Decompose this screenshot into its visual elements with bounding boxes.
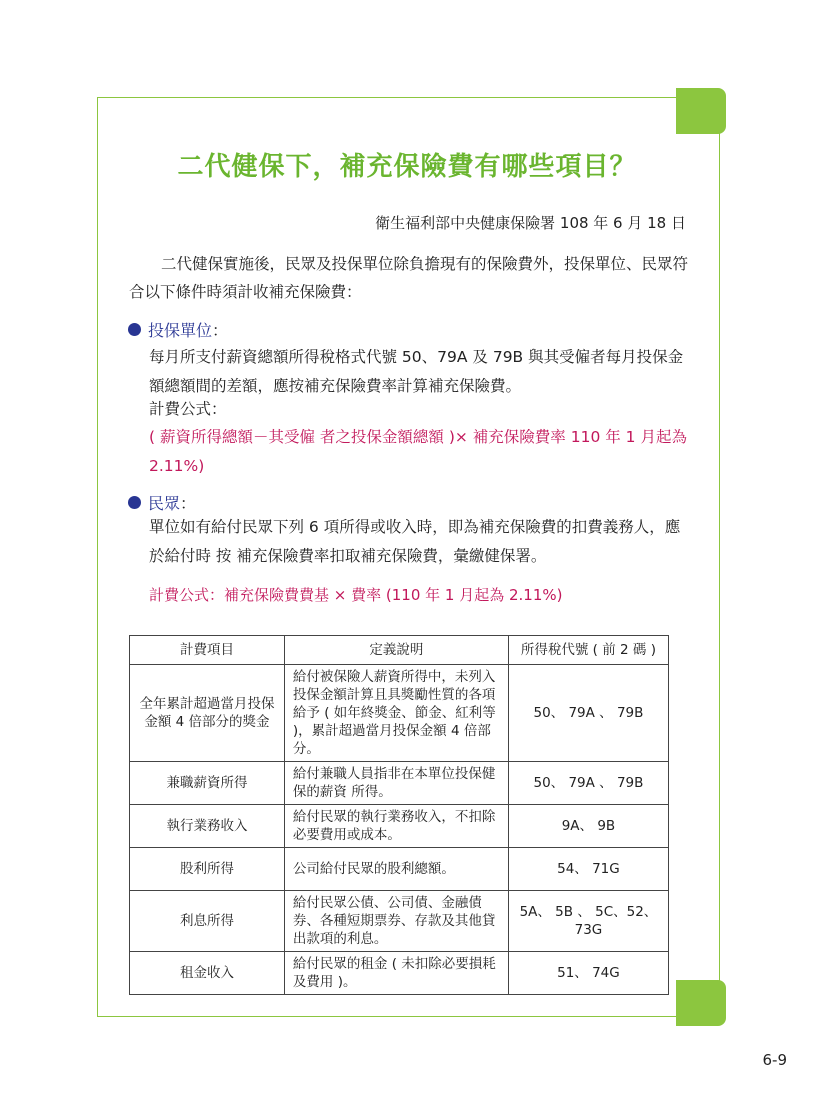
section2-formula: 計費公式：補充保險費費基 × 費率 (110 年 1 月起為 2.11%): [149, 586, 563, 604]
section1-formula-label: 計費公式：: [149, 400, 227, 418]
table-row: [130, 665, 669, 762]
row-code: 50、 79A 、 79B: [508, 665, 668, 762]
table-row: [130, 762, 669, 805]
section2-heading: [128, 491, 196, 514]
table-row: [130, 891, 669, 952]
section1-colon: ：: [212, 321, 229, 340]
row-item: 利息所得: [130, 891, 285, 952]
row-code: 51、 74G: [508, 952, 668, 995]
row-code: 50、 79A 、 79B: [508, 762, 668, 805]
page-title: 二代健保下，補充保險費有哪些項目？: [177, 152, 637, 182]
intro-paragraph: 二代健保實施後，民眾及投保單位除負擔現有的保險費外，投保單位、民眾符合以下條件時須計收補充保險費：: [129, 255, 689, 301]
row-definition: 給付民眾的執行業務收入，不扣除必要費用或成本。: [284, 805, 508, 848]
bullet-icon: [128, 323, 141, 336]
row-code: 5A、 5B 、 5C、52、 73G: [508, 891, 668, 952]
source-line: 衛生福利部中央健康保險署 108 年 6 月 18 日: [375, 214, 686, 232]
table-row: [130, 848, 669, 891]
section1-formula: ( 薪資所得總額－其受僱 者之投保金額總額 )× 補充保險費率 110 年 1 月起為 2.11%): [149, 428, 687, 475]
page-number: 6-9: [762, 1051, 787, 1069]
row-code: 9A、 9B: [508, 805, 668, 848]
header-code: 所得稅代號 ( 前 2 碼 ): [508, 636, 668, 665]
row-definition: 給付民眾的租金 ( 未扣除必要損耗及費用 )。: [284, 952, 508, 995]
header-item: 計費項目: [130, 636, 285, 665]
row-definition: 給付被保險人薪資所得中，未列入投保金額計算且具獎勵性質的各項給予 ( 如年終獎金、節金、紅利等 )，累計超過當月投保金額 4 倍部分。: [284, 665, 508, 762]
row-item: 租金收入: [130, 952, 285, 995]
section1-text: 每月所支付薪資總額所得稅格式代號 50、79A 及 79B 與其受僱者每月投保金額總額間的差額，應按補充保險費率計算補充保險費。: [149, 348, 684, 395]
row-definition: 給付民眾公債、公司債、金融債券、各種短期票券、存款及其他貸出款項的利息。: [284, 891, 508, 952]
row-definition: 給付兼職人員指非在本單位投保健保的薪資 所得。: [284, 762, 508, 805]
fee-table: [129, 635, 669, 995]
table-row: [130, 952, 669, 995]
row-item: 執行業務收入: [130, 805, 285, 848]
section2-text: 單位如有給付民眾下列 6 項所得或收入時，即為補充保險費的扣費義務人，應於給付時 按 補充保險費率扣取補充保險費，彙繳健保署。: [149, 518, 681, 565]
corner-tab-bottom: [676, 980, 726, 1026]
bullet-icon: [128, 496, 141, 509]
table-header-row: [130, 636, 669, 665]
section1-label: 投保單位: [148, 321, 213, 340]
row-item: 兼職薪資所得: [130, 762, 285, 805]
header-definition: 定義說明: [284, 636, 508, 665]
section2-label: 民眾: [148, 494, 181, 513]
corner-tab-top: [676, 88, 726, 134]
row-item: 股利所得: [130, 848, 285, 891]
table-row: [130, 805, 669, 848]
section2-colon: ：: [180, 494, 197, 513]
row-item: 全年累計超過當月投保金額 4 倍部分的獎金: [130, 665, 285, 762]
row-definition: 公司給付民眾的股利總額。: [284, 848, 508, 891]
row-code: 54、 71G: [508, 848, 668, 891]
section1-heading: [128, 318, 228, 341]
